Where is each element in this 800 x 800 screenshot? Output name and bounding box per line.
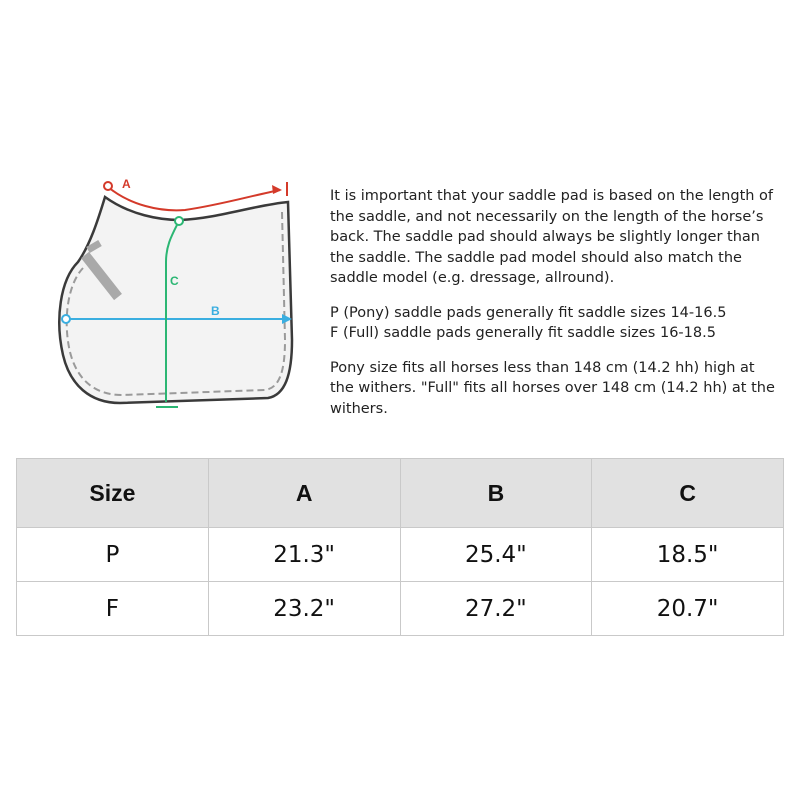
- label-a: A: [122, 177, 131, 191]
- table-row: [17, 528, 784, 582]
- description-full-line: F (Full) saddle pads generally fit saddle sizes 16-18.5: [330, 325, 716, 341]
- measurement-a-arrowhead: [272, 185, 282, 194]
- description-paragraph-3: Pony size fits all horses less than 148 cm (14.2 hh) high at the withers. "Full" fits all horses over 148 cm (14.2 hh) at the withers.: [330, 359, 775, 417]
- cell-b: 25.4": [400, 528, 592, 582]
- cell-b: 27.2": [400, 582, 592, 636]
- header-size: Size: [17, 459, 209, 528]
- cell-size: F: [17, 582, 209, 636]
- sizing-description: [330, 186, 780, 433]
- label-b: B: [211, 304, 220, 318]
- cell-c: 18.5": [592, 528, 784, 582]
- cell-a: 23.2": [208, 582, 400, 636]
- size-table: [16, 458, 784, 636]
- measurement-c-start-dot: [175, 217, 183, 225]
- header-a: A: [208, 459, 400, 528]
- description-paragraph-1: It is important that your saddle pad is based on the length of the saddle, and not necessarily on the length of the horse’s back. The saddle pad should always be slightly longer than the saddle. The saddle pad model should also match the saddle model (e.g. dressage, allround).: [330, 188, 774, 286]
- description-pony-line: P (Pony) saddle pads generally fit saddle sizes 14-16.5: [330, 304, 727, 321]
- table-header-row: [17, 459, 784, 528]
- saddle-pad-diagram: [40, 165, 320, 425]
- header-b: B: [400, 459, 592, 528]
- cell-c: 20.7": [592, 582, 784, 636]
- table-row: [17, 582, 784, 636]
- cell-a: 21.3": [208, 528, 400, 582]
- measurement-a-start-dot: [104, 182, 112, 190]
- label-c: C: [170, 274, 179, 288]
- measurement-b-start-dot: [62, 315, 70, 323]
- cell-size: P: [17, 528, 209, 582]
- header-c: C: [592, 459, 784, 528]
